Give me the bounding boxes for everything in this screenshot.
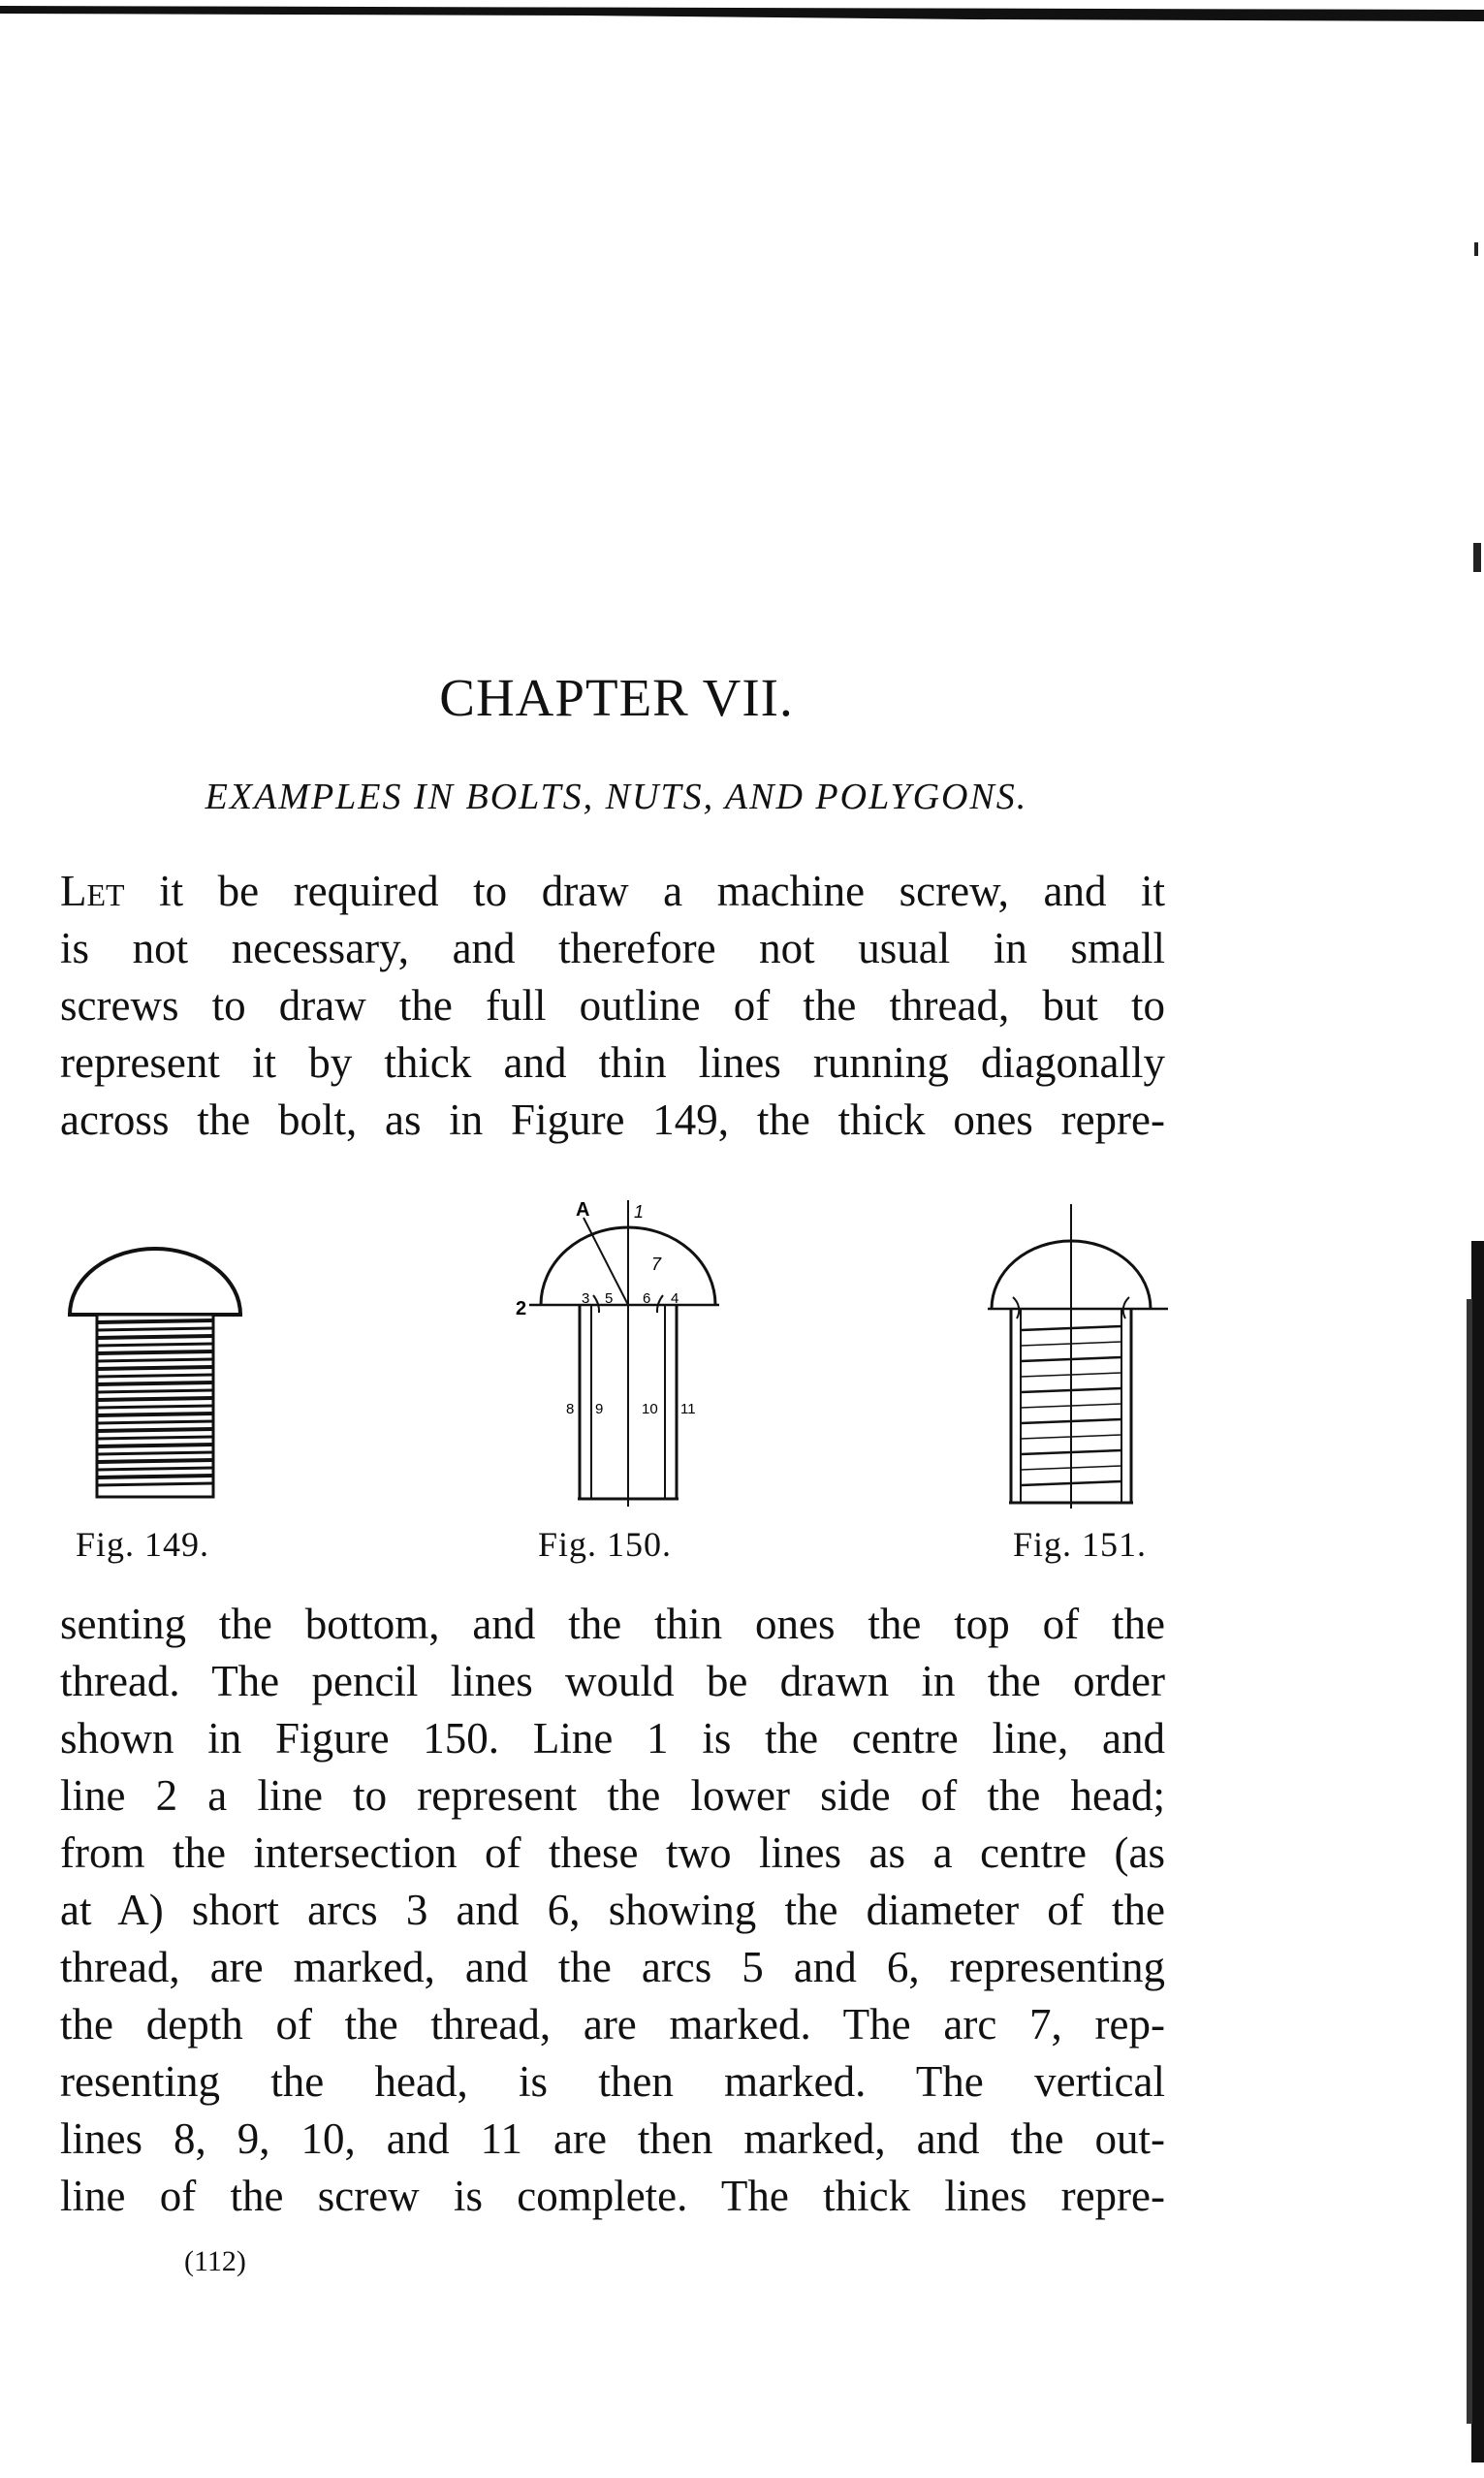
lead-word: Let: [60, 867, 125, 915]
chapter-title: CHAPTER VII.: [439, 668, 794, 727]
label-8: 8: [566, 1401, 575, 1417]
paragraph-2-line: line 2 a line to represent the lower side of the head;: [60, 1771, 1165, 1820]
label-9: 9: [595, 1401, 604, 1417]
section-heading: EXAMPLES IN BOLTS, NUTS, AND POLYGONS.: [205, 777, 1028, 817]
paragraph-2-line: shown in Figure 150. Line 1 is the centre line, and: [60, 1714, 1165, 1763]
paragraph-1-line: Let it be required to draw a machine screw, and it: [60, 867, 1165, 915]
figure-150-construction-drawing: [504, 1191, 737, 1510]
paragraph-2-line: lines 8, 9, 10, and 11 are then marked, and the out-: [60, 2114, 1165, 2163]
label-4: 4: [671, 1290, 679, 1307]
label-11: 11: [680, 1401, 696, 1417]
figure-151-screw-drawing: [974, 1200, 1187, 1510]
label-10: 10: [642, 1401, 658, 1417]
paragraph-2-line: from the intersection of these two lines as a centre (as: [60, 1828, 1165, 1877]
paragraph-1-line: screws to draw the full outline of the thread, but to: [60, 981, 1165, 1030]
paragraph-1-line: across the bolt, as in Figure 149, the thick ones repre-: [60, 1096, 1165, 1144]
paragraph-2-line: resenting the head, is then marked. The vertical: [60, 2057, 1165, 2106]
label-6: 6: [643, 1290, 651, 1307]
label-a: A: [576, 1199, 590, 1221]
figure-151-caption: Fig. 151.: [1013, 1525, 1148, 1564]
label-5: 5: [605, 1290, 614, 1307]
paragraph-2-line: senting the bottom, and the thin ones the top of the: [60, 1600, 1165, 1648]
label-7: 7: [651, 1255, 662, 1274]
label-2: 2: [516, 1298, 527, 1319]
page-top-edge: [0, 0, 1484, 27]
figure-149-screw-drawing: [58, 1241, 252, 1512]
paragraph-1: [60, 863, 1165, 1149]
paragraph-2-line: thread, are marked, and the arcs 5 and 6, representing: [60, 1943, 1165, 1991]
paragraph-2-line: line of the screw is complete. The thick lines repre-: [60, 2172, 1165, 2220]
paragraph-2: [60, 1596, 1165, 2225]
paragraph-2-line: thread. The pencil lines would be drawn in the order: [60, 1657, 1165, 1705]
paragraph-1-line: is not necessary, and therefore not usual in small: [60, 924, 1165, 972]
paragraph-1-line: represent it by thick and thin lines running diagonally: [60, 1038, 1165, 1087]
page-number: (112): [184, 2245, 246, 2277]
figure-149-caption: Fig. 149.: [76, 1525, 210, 1564]
paragraph-2-line: at A) short arcs 3 and 6, showing the diameter of the: [60, 1886, 1165, 1934]
page-right-edge: [1435, 0, 1484, 2478]
figure-150-caption: Fig. 150.: [538, 1525, 673, 1564]
label-3: 3: [582, 1290, 590, 1307]
label-1: 1: [634, 1202, 645, 1222]
paragraph-2-line: the depth of the thread, are marked. The arc 7, rep-: [60, 2000, 1165, 2049]
